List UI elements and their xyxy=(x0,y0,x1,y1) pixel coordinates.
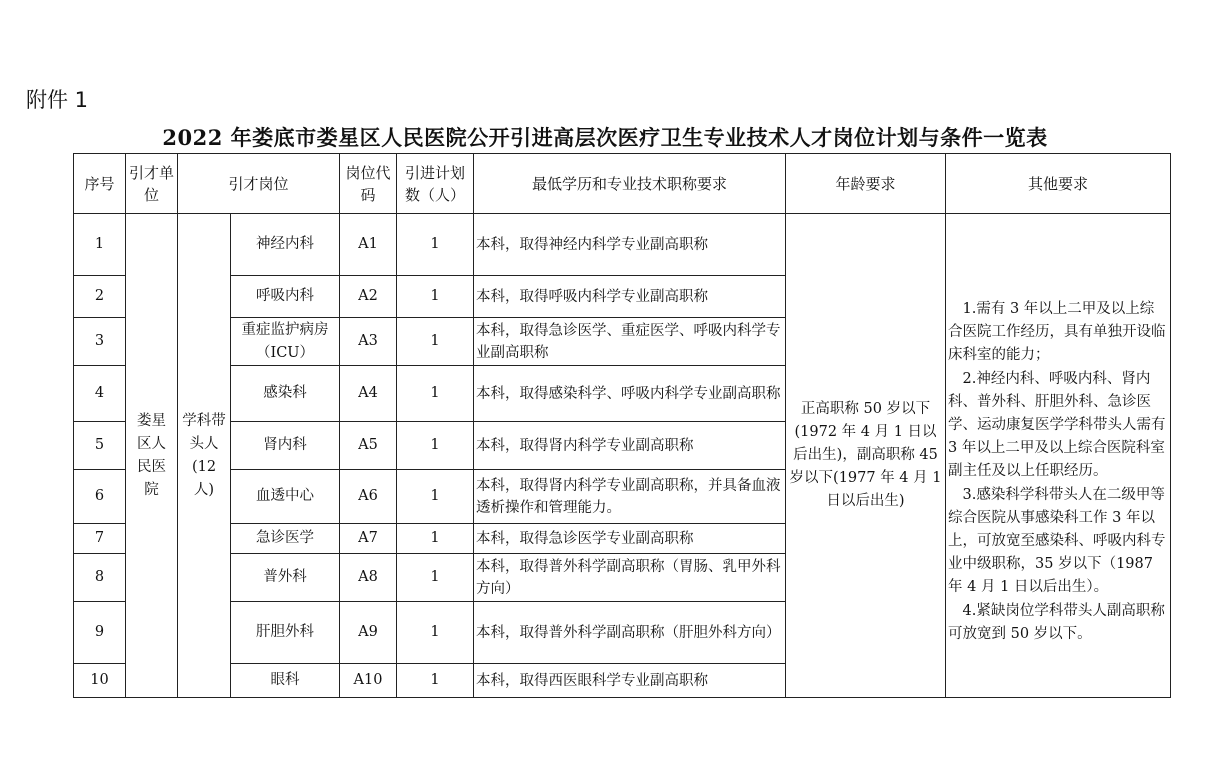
other-requirement-item: 4.紧缺岗位学科带头人副高职称可放宽到 50 岁以下。 xyxy=(948,602,1165,642)
header-code: 岗位代码 xyxy=(340,154,397,214)
category-cell: 学科带头人(12 人) xyxy=(178,214,231,698)
code-cell: A2 xyxy=(340,276,397,318)
seq-cell: 2 xyxy=(74,276,126,318)
seq-cell: 4 xyxy=(74,366,126,422)
requirement-cell: 本科，取得肾内科学专业副高职称，并具备血液透析操作和管理能力。 xyxy=(474,470,786,524)
requirement-cell: 本科，取得普外科学副高职称（肝胆外科方向） xyxy=(474,602,786,664)
count-cell: 1 xyxy=(397,318,474,366)
post-cell: 呼吸内科 xyxy=(231,276,340,318)
position-table xyxy=(73,153,1171,698)
age-requirement-cell: 正高职称 50 岁以下(1972 年 4 月 1 日以后出生)，副高职称 45 岁以下(1977 年 4 月 1 日以后出生) xyxy=(786,214,946,698)
header-unit: 引才单位 xyxy=(126,154,178,214)
seq-cell: 7 xyxy=(74,524,126,554)
post-cell: 普外科 xyxy=(231,554,340,602)
header-seq: 序号 xyxy=(74,154,126,214)
document-title: 2022 年娄底市娄星区人民医院公开引进高层次医疗卫生专业技术人才岗位计划与条件一览表 xyxy=(162,125,1048,150)
count-cell: 1 xyxy=(397,276,474,318)
code-cell: A3 xyxy=(340,318,397,366)
count-cell: 1 xyxy=(397,524,474,554)
post-cell: 眼科 xyxy=(231,664,340,698)
header-age: 年龄要求 xyxy=(786,154,946,214)
seq-cell: 3 xyxy=(74,318,126,366)
post-cell: 重症监护病房（ICU） xyxy=(231,318,340,366)
post-cell: 急诊医学 xyxy=(231,524,340,554)
code-cell: A8 xyxy=(340,554,397,602)
code-cell: A4 xyxy=(340,366,397,422)
other-requirements-cell xyxy=(946,214,1171,698)
requirement-cell: 本科，取得肾内科学专业副高职称 xyxy=(474,422,786,470)
other-requirement-item: 1.需有 3 年以上二甲及以上综合医院工作经历，具有单独开设临床科室的能力； xyxy=(948,300,1166,364)
code-cell: A1 xyxy=(340,214,397,276)
code-cell: A7 xyxy=(340,524,397,554)
seq-cell: 10 xyxy=(74,664,126,698)
header-education: 最低学历和专业技术职称要求 xyxy=(474,154,786,214)
requirement-cell: 本科，取得急诊医学、重症医学、呼吸内科学专业副高职称 xyxy=(474,318,786,366)
code-cell: A9 xyxy=(340,602,397,664)
requirement-cell: 本科，取得西医眼科学专业副高职称 xyxy=(474,664,786,698)
post-cell: 肝胆外科 xyxy=(231,602,340,664)
requirement-cell: 本科，取得感染科学、呼吸内科学专业副高职称 xyxy=(474,366,786,422)
code-cell: A5 xyxy=(340,422,397,470)
header-other: 其他要求 xyxy=(946,154,1171,214)
header-count: 引进计划数（人） xyxy=(397,154,474,214)
post-cell: 血透中心 xyxy=(231,470,340,524)
seq-cell: 6 xyxy=(74,470,126,524)
header-position: 引才岗位 xyxy=(178,154,340,214)
seq-cell: 8 xyxy=(74,554,126,602)
seq-cell: 9 xyxy=(74,602,126,664)
seq-cell: 1 xyxy=(74,214,126,276)
post-cell: 神经内科 xyxy=(231,214,340,276)
count-cell: 1 xyxy=(397,602,474,664)
seq-cell: 5 xyxy=(74,422,126,470)
count-cell: 1 xyxy=(397,366,474,422)
requirement-cell: 本科，取得普外科学副高职称（胃肠、乳甲外科方向） xyxy=(474,554,786,602)
post-cell: 感染科 xyxy=(231,366,340,422)
other-requirement-item: 2.神经内科、呼吸内科、肾内科、普外科、肝胆外科、急诊医学、运动康复医学学科带头人需有 3 年以上二甲及以上综合医院科室副主任及以上任职经历。 xyxy=(948,370,1166,480)
header-row xyxy=(74,154,1171,214)
count-cell: 1 xyxy=(397,664,474,698)
code-cell: A6 xyxy=(340,470,397,524)
unit-cell: 娄星区人民医院 xyxy=(126,214,178,698)
code-cell: A10 xyxy=(340,664,397,698)
requirement-cell: 本科，取得急诊医学专业副高职称 xyxy=(474,524,786,554)
count-cell: 1 xyxy=(397,554,474,602)
requirement-cell: 本科，取得神经内科学专业副高职称 xyxy=(474,214,786,276)
count-cell: 1 xyxy=(397,214,474,276)
requirement-cell: 本科，取得呼吸内科学专业副高职称 xyxy=(474,276,786,318)
count-cell: 1 xyxy=(397,422,474,470)
count-cell: 1 xyxy=(397,470,474,524)
post-cell: 肾内科 xyxy=(231,422,340,470)
table-row xyxy=(74,214,1171,276)
other-requirement-item: 3.感染科学科带头人在二级甲等综合医院从事感染科工作 3 年以上，可放宽至感染科、呼吸内科专业中级职称，35 岁以下（1987 年 4 月 1 日以后出生）。 xyxy=(948,486,1166,596)
annex-label: 附件 1 xyxy=(26,88,89,112)
